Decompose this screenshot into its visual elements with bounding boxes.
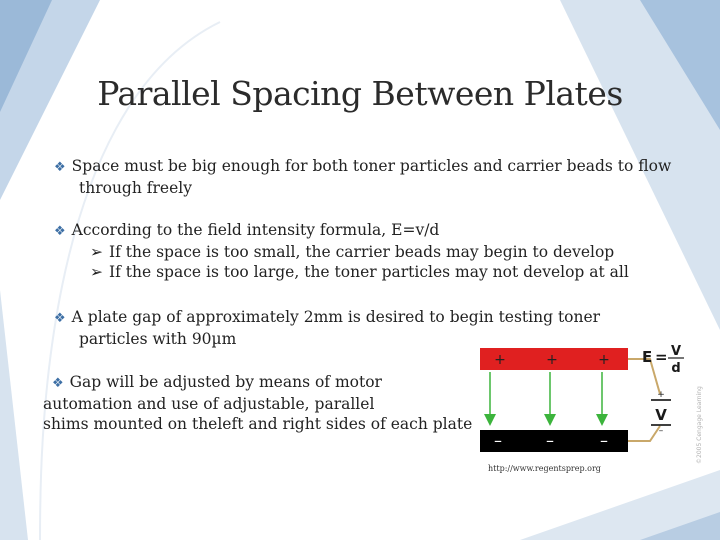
minus-sign: –: [600, 431, 608, 450]
battery-plus: +: [657, 390, 665, 400]
battery-minus: –: [658, 426, 664, 436]
bullet-text-continued: particles with 90µm: [79, 330, 237, 348]
bullet-text-continued: automation and use of adjustable, parallel: [43, 395, 375, 413]
source-url: http://www.regentsprep.org: [488, 464, 601, 473]
image-credit: [692, 370, 704, 466]
minus-sign: –: [546, 431, 554, 450]
wire-bottom: [628, 426, 660, 441]
bullet-text: According to the field intensity formula, E=v/d: [71, 221, 440, 239]
bullet-gap-adjust: [43, 372, 483, 434]
plus-sign: +: [494, 352, 506, 368]
bullet-text: A plate gap of approximately 2mm is desired to begin testing toner: [71, 308, 601, 326]
minus-sign: –: [494, 431, 502, 450]
arrow-bullet-icon: ➢: [90, 263, 103, 281]
sub-bullet-text: If the space is too small, the carrier beads may begin to develop: [109, 243, 615, 261]
sub-bullet-text: If the space is too large, the toner particles may not develop at all: [109, 263, 629, 281]
diamond-bullet-icon: ❖: [52, 376, 64, 391]
bullet-text-continued: through freely: [79, 179, 192, 197]
slide-title: Parallel Spacing Between Plates: [97, 74, 623, 113]
diamond-bullet-icon: ❖: [54, 311, 66, 326]
formula-numerator: V: [670, 344, 682, 359]
formula-denominator: d: [671, 361, 681, 376]
bullet-formula: [54, 220, 694, 242]
background-panel-left-lower: [0, 290, 28, 540]
diamond-bullet-icon: ❖: [54, 224, 66, 239]
credit-text: ©2005 Cengage Learning: [696, 386, 703, 464]
plus-sign: +: [598, 352, 610, 368]
formula-e: E: [642, 348, 653, 366]
bullet-text: Space must be big enough for both toner particles and carrier beads to flow: [71, 157, 672, 175]
diamond-bullet-icon: ❖: [54, 160, 66, 175]
bullet-text-continued: shims mounted on theleft and right sides of each plate: [43, 415, 473, 433]
capacitor-plate-diagram: [470, 340, 702, 470]
formula-equals: =: [655, 348, 668, 366]
battery-voltage-label: V: [655, 406, 667, 424]
plus-sign: +: [546, 352, 558, 368]
arrow-bullet-icon: ➢: [90, 243, 103, 261]
sub-bullet-too-large: [90, 262, 710, 282]
bullet-text: Gap will be adjusted by means of motor: [69, 373, 382, 391]
sub-bullet-too-small: [90, 242, 710, 262]
bullet-space: [54, 156, 694, 198]
